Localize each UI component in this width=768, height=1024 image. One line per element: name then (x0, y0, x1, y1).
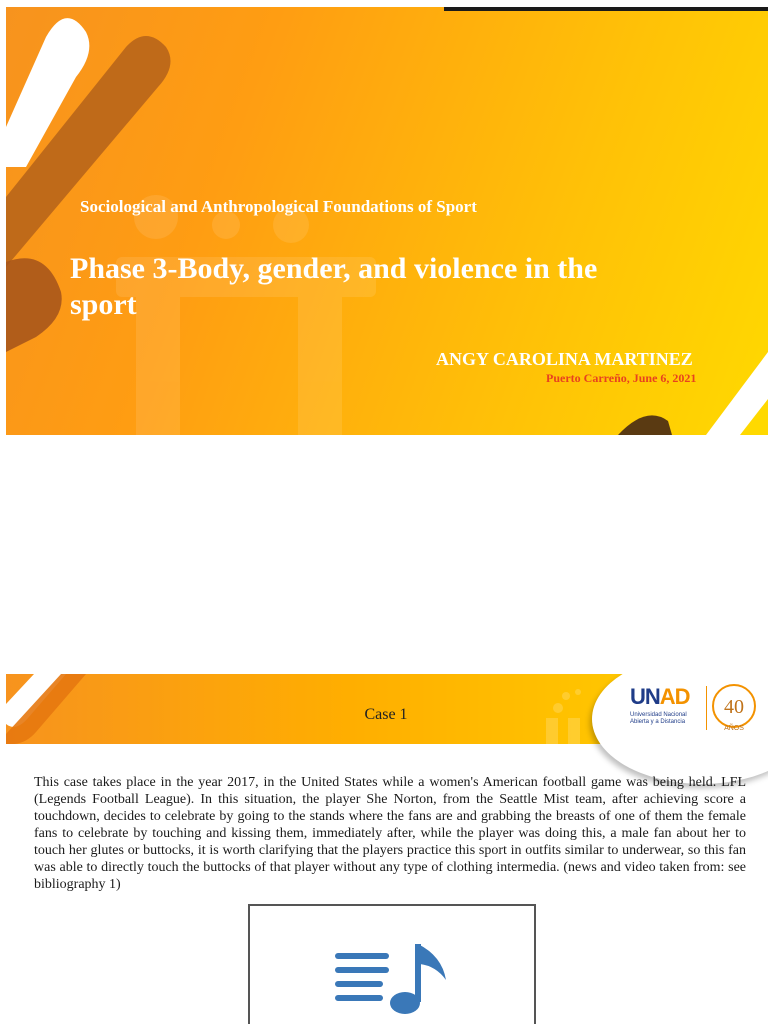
case-description: This case takes place in the year 2017, in the United States while a women's American football game was being held. LFL (Legends Football League). In this situation, the player She Norton, from the Seattle Mist team, after achieving score a touchdown, decides to celebrate by going to the stands where the fans are and grabbing the breasts of one of them the female fans to celebrate by touching and kissing them, immediately after, while the player was doing this, a male fan about her to touch her glutes or buttocks, it is worth clarifying that the players practice this sport in outfits similar to underwear, so this fan was able to directly touch the buttocks of that player without any type of clothing intermedia. (news and video taken from: see bibliography 1) (34, 775, 746, 892)
title-slide (6, 7, 768, 435)
case-title: Case 1 (364, 706, 408, 723)
unad-wordmark: UNAD (630, 684, 690, 709)
presentation-heading: Phase 3-Body, gender, and violence in the sport (70, 252, 598, 321)
case-slide (6, 674, 768, 1024)
svg-text:AÑOS: AÑOS (724, 725, 744, 732)
author-name: ANGY CAROLINA MARTINEZ (436, 349, 693, 369)
course-title: Sociological and Anthropological Foundations of Sport (80, 197, 477, 216)
media-placeholder[interactable] (248, 904, 536, 1024)
unad-subtitle: Universidad Nacional Abierta y a Distancia (630, 712, 687, 725)
place-date: Puerto Carreño, June 6, 2021 (546, 371, 697, 385)
audio-file-icon (250, 906, 534, 1024)
svg-text:40: 40 (724, 696, 744, 718)
